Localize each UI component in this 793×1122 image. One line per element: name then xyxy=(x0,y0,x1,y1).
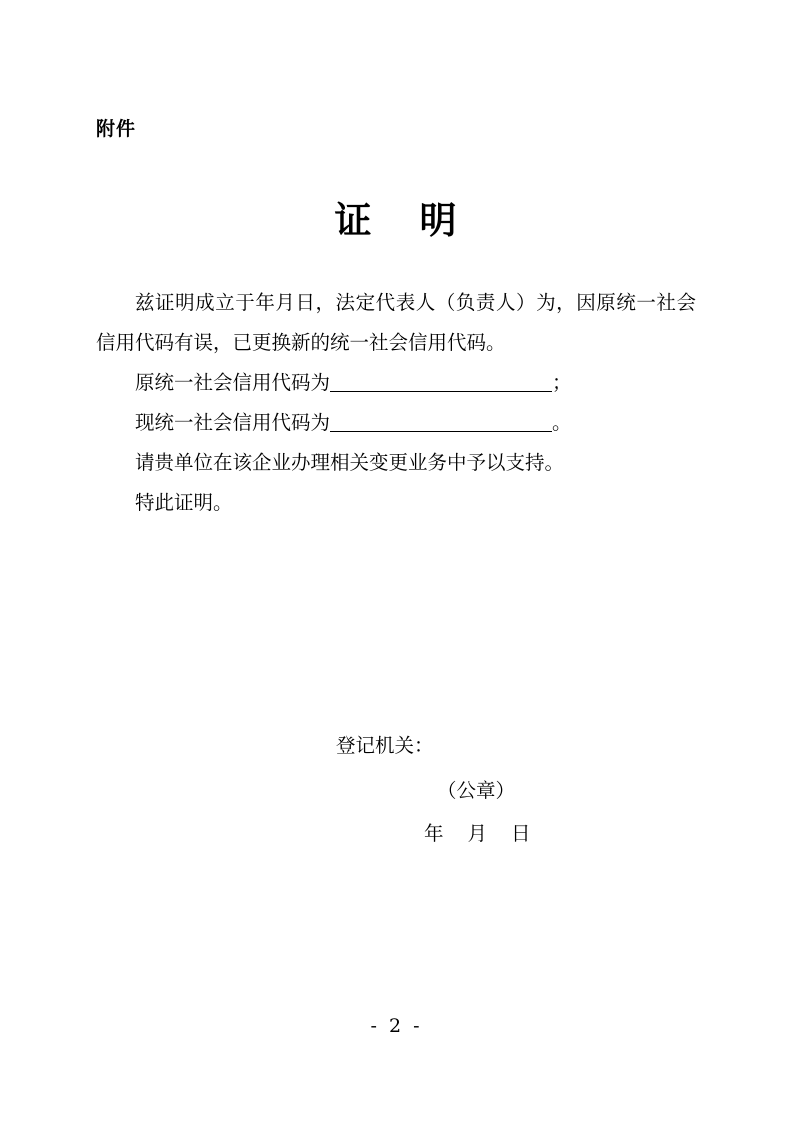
signature-date xyxy=(424,813,533,855)
attachment-label: 附件 xyxy=(96,118,137,140)
date-year-label: 年 xyxy=(424,822,446,845)
paragraph-closing: 特此证明。 xyxy=(135,491,233,514)
page-number: - 2 - xyxy=(370,1015,423,1037)
new-code-punctuation: 。 xyxy=(552,411,572,434)
new-code-label: 现统一社会信用代码为 xyxy=(135,411,331,434)
page-title xyxy=(0,190,793,244)
title-char-right: 明 xyxy=(419,198,459,242)
paragraph-new-code xyxy=(96,403,696,443)
old-code-blank-field[interactable] xyxy=(330,371,552,392)
date-day-label: 日 xyxy=(511,822,533,845)
title-char-left: 证 xyxy=(334,198,374,242)
old-code-label: 原统一社会信用代码为 xyxy=(135,371,331,394)
old-code-punctuation: ； xyxy=(552,371,572,394)
document-body xyxy=(96,283,696,523)
paragraph-request-support: 请贵单位在该企业办理相关变更业务中予以支持。 xyxy=(135,451,565,474)
paragraph-old-code xyxy=(96,363,696,403)
paragraph-statement: 兹证明成立于年月日，法定代表人（负责人）为，因原统一社会信用代码有误，已更换新的统一社会信用代码。 xyxy=(96,291,696,354)
registration-authority-label: 登记机关： xyxy=(336,734,434,757)
official-seal-label: （公章） xyxy=(437,779,516,802)
new-code-blank-field[interactable] xyxy=(330,411,552,432)
date-month-label: 月 xyxy=(467,822,490,845)
